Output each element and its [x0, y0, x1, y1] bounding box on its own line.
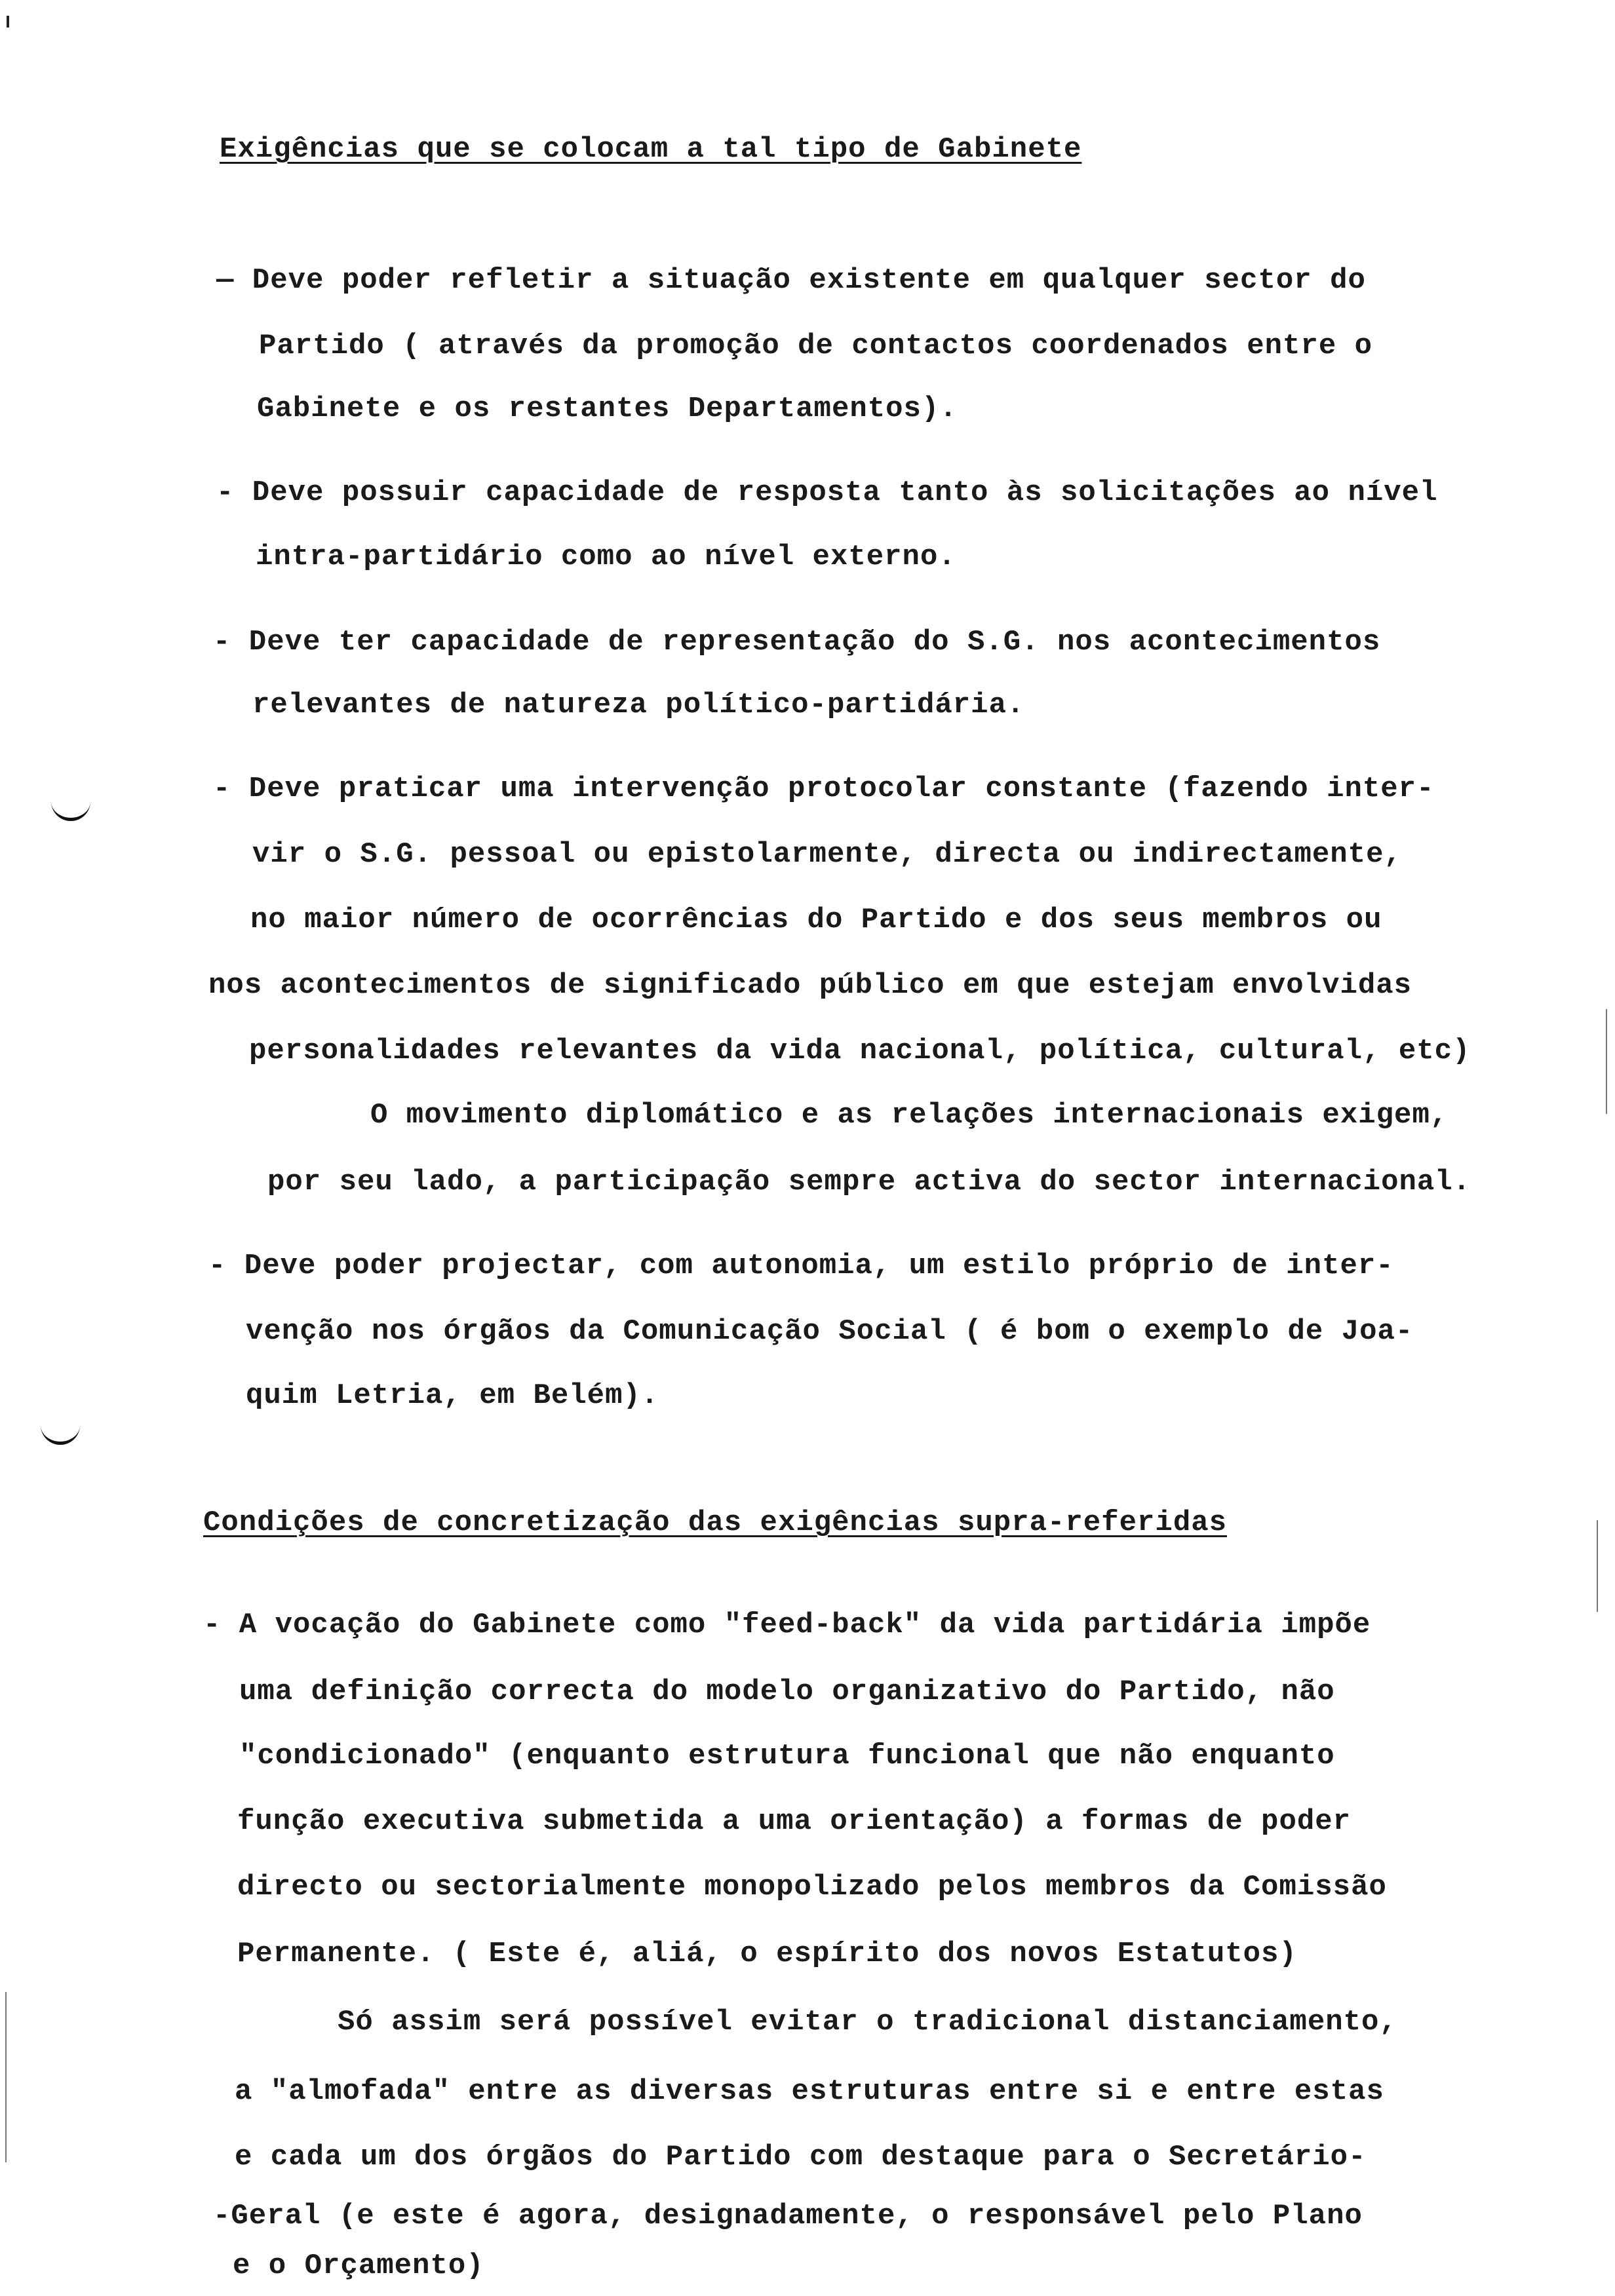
body-line: vir o S.G. pessoal ou epistolarmente, directa ou indirectamente,: [252, 838, 1402, 871]
body-line: venção nos órgãos da Comunicação Social ( é bom o exemplo de Joa-: [246, 1315, 1414, 1348]
body-line: personalidades relevantes da vida nacional, política, cultural, etc): [249, 1035, 1471, 1067]
body-line: quim Letria, em Belém).: [246, 1379, 659, 1412]
section-heading: Condições de concretização das exigências supra-referidas: [203, 1506, 1228, 1539]
body-line: e cada um dos órgãos do Partido com destaque para o Secretário-: [235, 2141, 1367, 2173]
scan-edge-line: [1597, 1520, 1598, 1612]
scan-edge-line: [1606, 1009, 1607, 1114]
body-line: por seu lado, a participação sempre activa do sector internacional.: [267, 1166, 1471, 1198]
body-line: "condicionado" (enquanto estrutura funcional que não enquanto: [239, 1740, 1335, 1772]
body-line: Só assim será possível evitar o tradicional distanciamento,: [338, 2006, 1397, 2038]
body-line: - Deve possuir capacidade de resposta tanto às solicitações ao nível: [216, 476, 1438, 509]
body-line: relevantes de natureza político-partidária.: [252, 689, 1025, 721]
body-line: Partido ( através da promoção de contactos coordenados entre o: [259, 330, 1373, 362]
body-line: - Deve poder projectar, com autonomia, um estilo próprio de inter-: [208, 1250, 1394, 1282]
body-line: - Deve ter capacidade de representação do S.G. nos acontecimentos: [213, 626, 1381, 659]
body-line: O movimento diplomático e as relações internacionais exigem,: [370, 1099, 1449, 1132]
body-line: intra-partidário como ao nível externo.: [256, 541, 956, 573]
body-line: no maior número de ocorrências do Partido e dos seus membros ou: [250, 904, 1382, 936]
body-line: e o Orçamento): [233, 2249, 484, 2282]
body-line: Permanente. ( Este é, aliá, o espírito dos novos Estatutos): [237, 1938, 1297, 1970]
body-line: Gabinete e os restantes Departamentos).: [257, 392, 958, 425]
body-line: uma definição correcta do modelo organizativo do Partido, não: [239, 1675, 1335, 1708]
body-line: função executiva submetida a uma orientação) a formas de poder: [237, 1805, 1352, 1838]
margin-hole-mark: [51, 798, 90, 821]
body-line: - Deve praticar uma intervenção protocolar constante (fazendo inter-: [213, 773, 1435, 805]
scan-edge-line: [5, 1992, 7, 2162]
body-line: -Geral (e este é agora, designadamente, o responsável pelo Plano: [213, 2200, 1363, 2232]
scan-speck: [7, 16, 9, 28]
body-line: — Deve poder refletir a situação existente em qualquer sector do: [216, 264, 1366, 297]
body-line: a "almofada" entre as diversas estruturas entre si e entre estas: [235, 2075, 1384, 2108]
body-line: - A vocação do Gabinete como "feed-back" da vida partidária impõe: [203, 1609, 1371, 1641]
body-line: directo ou sectorialmente monopolizado pelos membros da Comissão: [237, 1871, 1387, 1904]
body-line: nos acontecimentos de significado público em que estejam envolvidas: [208, 969, 1412, 1002]
margin-hole-mark: [41, 1422, 80, 1445]
section-heading: Exigências que se colocam a tal tipo de Gabinete: [220, 133, 1082, 166]
